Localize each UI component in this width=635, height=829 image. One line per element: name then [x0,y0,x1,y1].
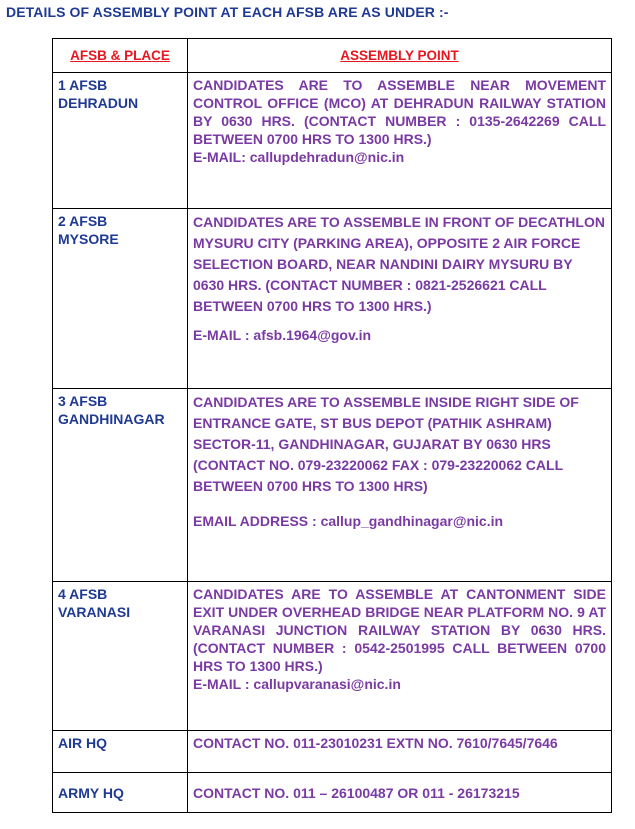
assembly-text: CANDIDATES ARE TO ASSEMBLE IN FRONT OF DECATHLON MYSURU CITY (PARKING AREA), OPPOSITE 2 AIR FORCE SELECTION BOARD, NEAR NANDINI DAIRY MYSURU BY 0630 HRS. (CONTACT NUMBER : 0821-2526621 CALL BETWEEN 0700 HRS TO 1300 HRS.) [193,214,605,314]
place-board: AIR HQ [58,735,107,751]
assembly-text: CANDIDATES ARE TO ASSEMBLE AT CANTONMENT SIDE EXIT UNDER OVERHEAD BRIDGE NEAR PLATFORM NO. 9 AT VARANASI JUNCTION RAILWAY STATION BY 0630 HRS. (CONTACT NUMBER : 0542-2501995 CALL BETWEEN 0700 HRS TO 1300 HRS.) [193,586,606,674]
assembly-text: CONTACT NO. 011 – 26100487 OR 011 - 26173215 [193,785,520,801]
place-city: GANDHINAGAR [58,411,165,427]
assembly-cell [188,773,612,813]
place-cell [53,773,188,813]
table-row [53,209,612,389]
email-text: E-MAIL : callupvaranasi@nic.in [193,676,401,692]
assembly-point-table [52,38,612,813]
table-row [53,731,612,773]
header-afsb-place: AFSB & PLACE [70,48,170,63]
table-row [53,389,612,582]
table-header-row [53,39,612,73]
page-title: DETAILS OF ASSEMBLY POINT AT EACH AFSB ARE AS UNDER :- [6,4,449,20]
assembly-cell [188,209,612,389]
table-row [53,582,612,731]
table-row [53,773,612,813]
place-cell [53,73,188,209]
assembly-text: CANDIDATES ARE TO ASSEMBLE NEAR MOVEMENT CONTROL OFFICE (MCO) AT DEHRADUN RAILWAY STATION BY 0630 HRS. (CONTACT NUMBER : 0135-2642269 CALL BETWEEN 0700 HRS TO 1300 HRS.) [193,77,606,147]
email-text: E-MAIL: callupdehradun@nic.in [193,149,405,165]
email-text: E-MAIL : afsb.1964@gov.in [193,327,372,343]
place-city: MYSORE [58,231,119,247]
assembly-cell [188,389,612,582]
assembly-cell [188,731,612,773]
place-board: 1 AFSB [58,77,108,93]
assembly-cell [188,582,612,731]
place-cell [53,731,188,773]
place-cell [53,582,188,731]
header-assembly-point: ASSEMBLY POINT [340,48,459,63]
place-board: 2 AFSB [58,213,108,229]
email-text: EMAIL ADDRESS : callup_gandhinagar@nic.in [193,513,504,529]
place-cell [53,389,188,582]
header-cell-assembly [188,39,612,73]
assembly-text: CONTACT NO. 011-23010231 EXTN NO. 7610/7645/7646 [193,735,558,751]
place-board: 3 AFSB [58,393,108,409]
assembly-cell [188,73,612,209]
table-row [53,73,612,209]
place-board: 4 AFSB [58,586,108,602]
assembly-text: CANDIDATES ARE TO ASSEMBLE INSIDE RIGHT SIDE OF ENTRANCE GATE, ST BUS DEPOT (PATHIK ASHRAM) SECTOR-11, GANDHINAGAR, GUJARAT BY 0630 HRS (CONTACT NO. 079-23220062 FAX : 079-23220062 CALL BETWEEN 0700 HRS TO 1300 HRS) [193,394,579,494]
place-cell [53,209,188,389]
header-cell-place [53,39,188,73]
place-board: ARMY HQ [58,785,124,801]
place-city: VARANASI [58,604,131,620]
place-city: DEHRADUN [58,95,139,111]
